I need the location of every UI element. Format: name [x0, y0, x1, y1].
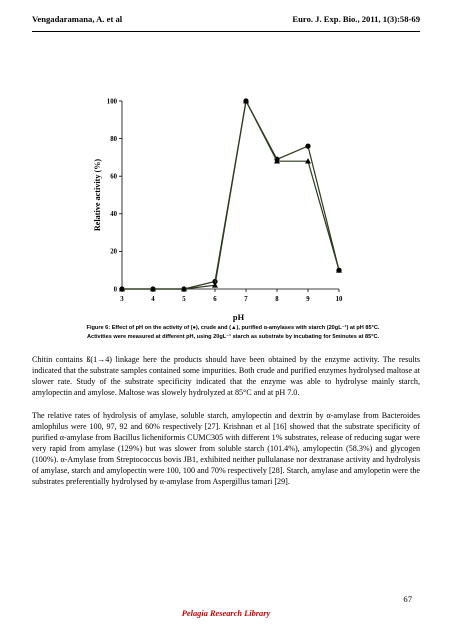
page-number: 67: [403, 594, 412, 604]
y-tick-label: 0: [113, 286, 117, 294]
x-tick-label: 10: [335, 296, 343, 303]
y-tick-label: 20: [110, 248, 117, 256]
x-axis-label: pH: [232, 313, 245, 322]
header-journal: Euro. J. Exp. Bio., 2011, 1(3):58-69: [292, 14, 420, 24]
y-tick-label: 60: [110, 173, 117, 181]
caption-line-1: Figure 6: Effect of pH on the activity of (●), crude and (▲), purified α-amylases with starch (20gL⁻¹) at pH 85°C.: [86, 325, 380, 331]
caption-line-2: Activities were measured at different pH, using 20gL⁻¹ starch as substrate by incubating for 5minutes at 85°C.: [86, 334, 380, 340]
series-2-line: [122, 101, 339, 289]
footer-library: Pelagia Research Library: [181, 609, 271, 618]
x-tick-label: 6: [213, 296, 217, 303]
y-tick-label: 80: [110, 135, 117, 143]
x-tick-label: 8: [275, 296, 279, 303]
x-tick-label: 3: [120, 296, 124, 303]
paragraph-1: Chitin contains ß(1→4) linkage here the products should have been obtained by the enzyme activity. The results indicated that the substrate samples contained some impurities. Both crude and purified enzymes hydrolysed maltose at slower rate. Study of the substrate specificity indicated that the enzyme was able to hydrolyse mainly starch, amylopectin and amylose. Maltose was slowely hydrolyzed at 85°C and at pH 7.0.: [32, 355, 420, 397]
x-tick-label: 9: [306, 296, 310, 303]
header-authors: Vengadaramana, A. et al: [32, 14, 123, 24]
paragraph-2: The relative rates of hydrolysis of amylase, soluble starch, amylopectin and dextrin by α-amylase from Bacteroides amlophilus were 100, 97, 92 and 60% respectively [27]. Krishnan et al [16] showed that the substrate specificity of purified α-amylase from Bacillus licheniformis CUMC305 with different 1% substrates, release of reducing sugar were very rapid from amylase (129%) but was slower from soluble starch (101.4%), amylopectin (58.3%) and glycogen (100%). α-Amylase from Streptococcus bovis JB1, exhibited neither pullulanase nor dextranase activity and hydrolysis of amylase, starch and amylopectin were 100, 100 and 70% respectively [28]. Starch, amylase and amylopetin were the substrates preferentially hydrolysed by α-amylase from Aspergillus tamari [29].: [32, 411, 420, 486]
x-tick-label: 5: [182, 296, 186, 303]
x-tick-label: 4: [151, 296, 155, 303]
y-tick-label: 40: [110, 211, 117, 219]
body-text: [32, 354, 420, 499]
figure-caption: [44, 324, 422, 342]
y-axis-label: Relative activity (%): [93, 158, 102, 232]
series-1-point: [305, 144, 310, 149]
x-tick-label: 7: [244, 296, 248, 303]
y-tick-label: 100: [106, 98, 117, 106]
